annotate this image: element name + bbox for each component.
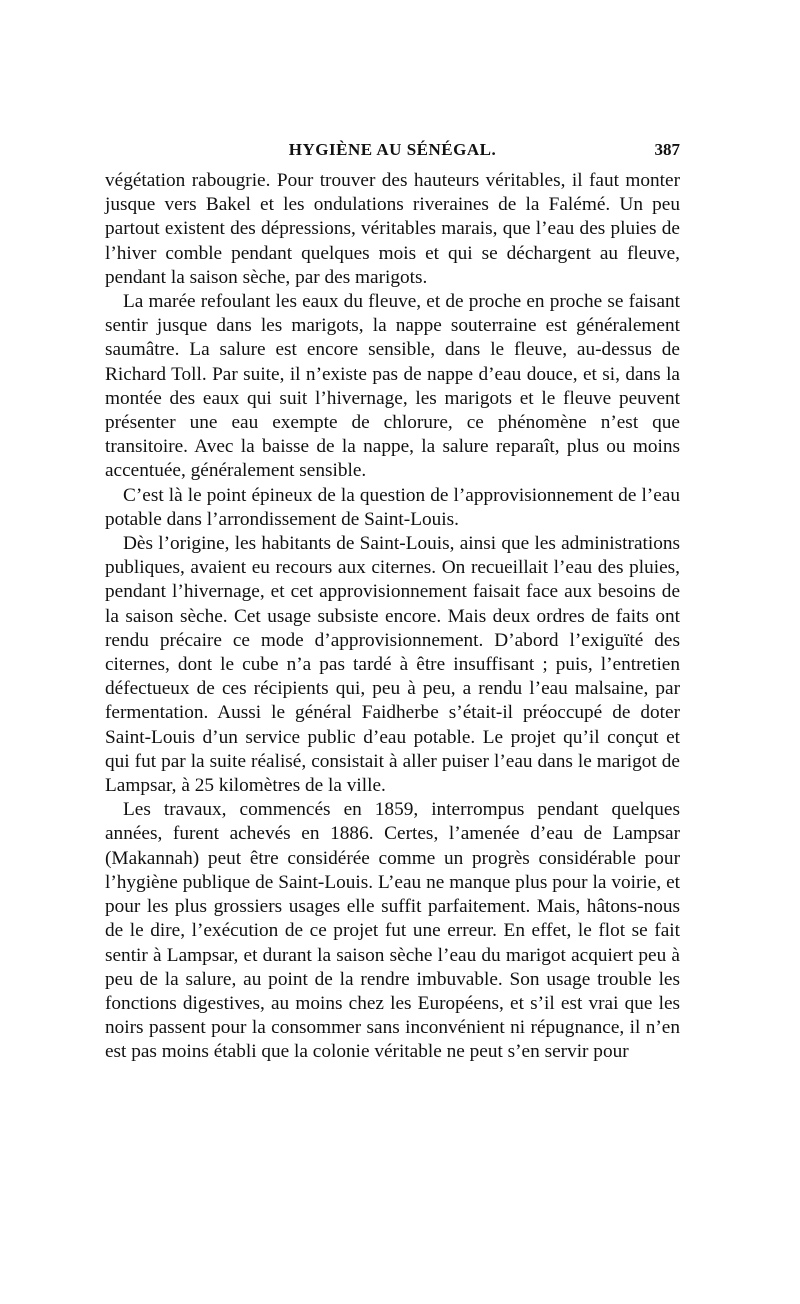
paragraph: végétation rabougrie. Pour trouver des hauteurs véritables, il faut monter jusque vers Bakel et les ondulations riveraines de la Falémé. Un peu partout existent des dépressions, véritables marais, que l’eau des pluies de l’hiver comble pendant quelques mois et qui se déchargent au fleuve, pendant la saison sèche, par des marigots. <box>105 170 680 288</box>
page-header <box>105 140 680 170</box>
body-text <box>105 169 680 1065</box>
paragraph: C’est là le point épineux de la question de l’approvisionnement de l’eau potable dans l’arrondissement de Saint-Louis. <box>105 484 680 530</box>
page-number: 387 <box>654 140 680 159</box>
running-title: HYGIÈNE AU SÉNÉGAL. <box>288 140 497 159</box>
paragraph: La marée refoulant les eaux du fleuve, et de proche en proche se faisant sentir jusque dans les marigots, la nappe souterraine est généralement saumâtre. La salure est encore sensible, dans le fleuve, au-dessus de Richard Toll. Par suite, il n’existe pas de nappe d’eau douce, et si, dans la montée des eaux qui suit l’hivernage, les marigots et le fleuve peuvent présenter une eau exempte de chlorure, ce phénomène n’est que transitoire. Avec la baisse de la nappe, la salure reparaît, plus ou moins accentuée, généralement sensible. <box>105 291 680 482</box>
paragraph: Dès l’origine, les habitants de Saint-Louis, ainsi que les administrations publiques, avaient eu recours aux citernes. On recueillait l’eau des pluies, pendant l’hivernage, et cet approvisionnement faisait face aux besoins de la saison sèche. Cet usage subsiste encore. Mais deux ordres de faits ont rendu précaire ce mode d’approvisionnement. D’abord l’exiguïté des citernes, dont le cube n’a pas tardé à être insuffisant ; puis, l’entretien défectueux de ces récipients qui, peu à peu, a rendu l’eau malsaine, par fermentation. Aussi le général Faidherbe s’était-il préoccupé de doter Saint-Louis d’un service public d’eau potable. Le projet qu’il conçut et qui fut par la suite réalisé, consistait à aller puiser l’eau dans le marigot de Lampsar, à 25 kilomètres de la ville. <box>105 533 680 797</box>
paragraph: Les travaux, commencés en 1859, interrompus pendant quelques années, furent achevés en 1886. Certes, l’amenée d’eau de Lampsar (Makannah) peut être considérée comme un progrès considérable pour l’hygiène publique de Saint-Louis. L’eau ne manque plus pour la voirie, et pour les plus grossiers usages elle suffit parfaitement. Mais, hâtons-nous de le dire, l’exécution de ce projet fut une erreur. En effet, le flot se fait sentir à Lampsar, et durant la saison sèche l’eau du marigot acquiert peu à peu de la salure, au point de la rendre imbuvable. Son usage trouble les fonctions digestives, au moins chez les Européens, et s’il est vrai que les noirs passent pour la consommer sans inconvénient ni répugnance, il n’en est pas moins établi que la colonie véritable ne peut s’en servir pour <box>105 799 680 1063</box>
